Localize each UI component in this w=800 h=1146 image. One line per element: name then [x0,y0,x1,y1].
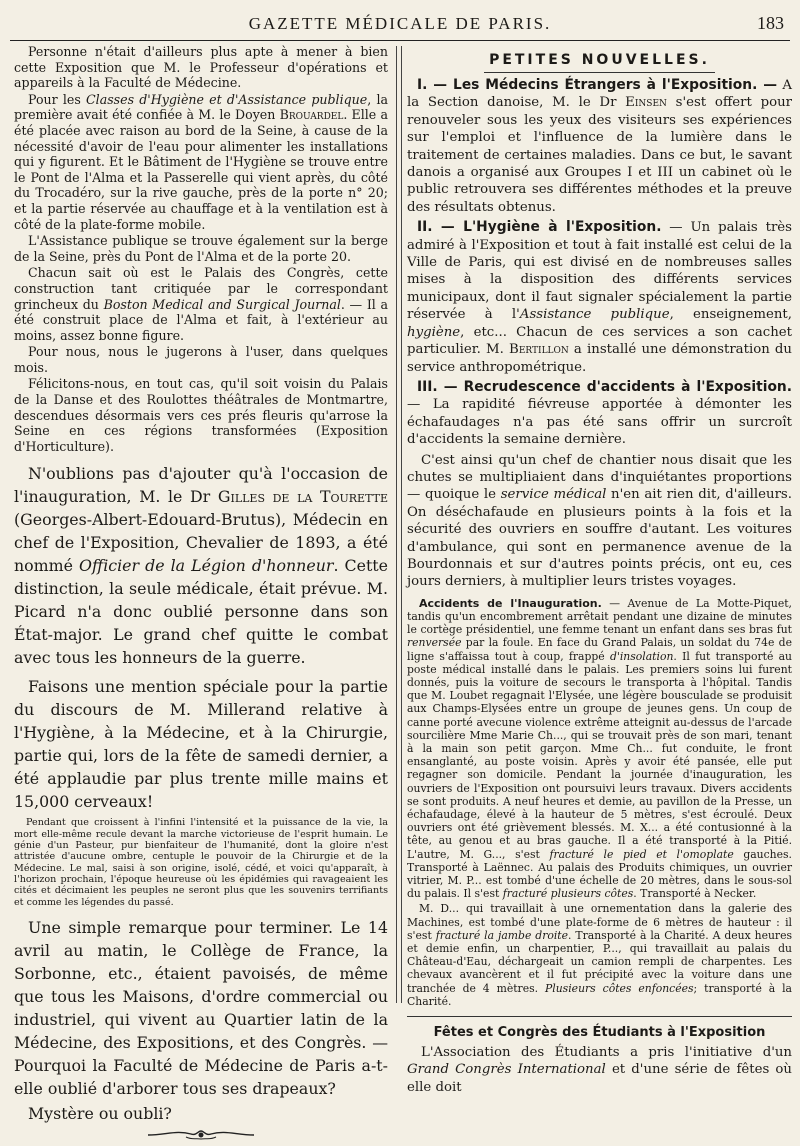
news-item-accidents: III. — Recrudescence d'accidents à l'Exposition. — La rapidité fiévreuse apportée à démonter les échafaudages n'a pas été sans offrir un surcroît d'accidents la semaine dernière. [407,378,792,448]
quote-text: Pendant que croissent à l'infini l'intensité et la puissance de la vie, la mort elle-même recule devant la marche victorieuse de l'esprit humain. Le génie d'un Pasteur, pur bienfaiteur de l'humanité, dont la gloire n'est attristée d'aucune ombre, centuple le pouvoir de la Chirurgie et de la Médecine. Le mal, saisi à son origine, isolé, cédé, et voici qu'apparaît, à l'horizon prochain, l'époque heureuse où les épidémies qui ravageaient les cités et décimaient les peuples ne seront plus que les souvenirs terrifiants et comme les légendes du passé. [14,817,388,908]
fetes-section [407,1044,792,1096]
speech-quote [14,817,388,907]
paragraph: L'Association des Étudiants a pris l'initiative d'un Grand Congrès International et d'une série de fêtes où elle doit [407,1045,792,1095]
paragraph: C'est ainsi qu'un chef de chantier nous disait que les chutes se multipliaient dans d'inquiétantes proportions — quoique le service médical n'en ait rien dit, d'ailleurs. On déséchafaude en plusieurs points à la fois et la sécurité des ouvriers en souffre d'autant. Les voitures d'ambulance, qui sont en permanence avenue de la Bourdonnais et sur d'autres points précis, ont eu, ces jours derniers, à multiplier leurs tristes voyages. [407,452,792,590]
paragraph: Accidents de l'Inauguration. — Avenue de La Motte-Piquet, tandis qu'un encombrement arrêtait pendant une dizaine de minutes le cortège présidentiel, une femme tenant un enfant dans ses bras fut renversée par la foule. En face du Grand Palais, un soldat du 74e de ligne s'affaissa tout à coup, frappé d'insolation. Il fut transporté au poste médical installé dans le palais. Les premiers soins lui furent donnés, puis la voiture de secours le transporta à l'hôpital. Tandis que M. Loubet regagnait l'Elysée, une légère bousculade se produisit aux Champs-Elysées entre un groupe de jeunes gens. Un coup de canne porté avecune violence extrême atteignit au-dessus de l'arcade sourcilière Mme Marie Ch..., qui se trouvait près de son mari, tenant à la main son petit garçon. Mme Ch... fut conduite, le front ensanglanté, au poste voisin. Après y avoir été pansée, elle put regagner son domicile. Pendant la journée d'inauguration, les ouvriers de l'Exposition ont poursuivi leurs travaux. Divers accidents se sont produits. A neuf heures et demie, au pavillon de la Presse, un échafaudage, élevé à la hauteur de 5 mètres, s'est écroulé. Deux ouvriers ont été grièvement blessés. M. X... a été contusionné à la tête, au genou et au bras gauche. Il a été transporté à la Pitié. L'autre, M. G..., s'est fracturé le pied et l'omoplate gauches. Transporté à Laënnec. Au palais des Produits chimiques, un ouvrier vitrier, M. P... est tombé d'une échelle de 20 mètres, dans le sous-sol du palais. Il s'est fracturé plusieurs côtes. Transporté à Necker. [407,596,793,901]
journal-title: GAZETTE MÉDICALE DE PARIS. [248,14,552,33]
paragraph: Une simple remarque pour terminer. Le 14 avril au matin, le Collège de France, la Sorbonne, etc., étaient pavoisés, de même que tous les Maisons, d'ordre commercial ou industriel, qui vivent au Quartier latin de la Médecine, des Expositions, et des Congrès. — Pourquoi la Faculté de Médecine de Paris a-t-elle oublié d'arborer tous ses drapeaux? [14,917,388,1098]
inauguration-accidents [407,597,792,1008]
page-number: 183 [757,13,784,33]
section-rule [484,72,715,73]
paragraph: Pour nous, nous le jugerons à l'user, dans quelques mois. [14,344,388,375]
left-column [14,44,388,1123]
paragraph: Mystère ou oubli? [28,1103,172,1123]
column-divider [396,46,402,1003]
news-item-hygiene: II. — L'Hygiène à l'Exposition. — Un palais très admiré à l'Exposition et tout à fait installé est celui de la Ville de Paris, qui est divisé en de nombreuses salles mises à la disposition des différents services municipaux, dont il faut signaler spécialement la partie réservée à l'Assistance publique, enseignement, hygiène, etc... Chacun de ces services a son cachet particulier. M. Bertillon a installé une démonstration du service anthropométrique. [407,219,792,375]
closing-notes [14,916,388,1125]
paragraph: Félicitons-nous, en tout cas, qu'il soit voisin du Palais de la Danse et des Roulottes théâtrales de Montmartre, descendues désormais vers ces prés fleuris qu'arrose la Seine en ces régions transformées (Exposition d'Horticulture). [14,376,388,454]
paragraph: Faisons une mention spéciale pour la partie du discours de M. Millerand relative à l'Hygiène, à la Médecine, et à la Chirurgie, partie qui, lors de la fête de samedi dernier, a été applaudie par plus trente mille mains et 15,000 cerveaux! [14,677,388,812]
section-title: PETITES NOUVELLES. [489,52,710,68]
fleuron-ornament-icon [14,1127,388,1146]
paragraph: Pour les Classes d'Hygiène et d'Assistance publique, la première avait été confiée à M. le Doyen Brouardel. Elle a été placée avec raison au bord de la Seine, à cause de la nécessité d'avoir de l'eau pour alimenter les installations qui y figurent. Et le Bâtiment de l'Hygiène se trouve entre le Pont de l'Alma et la Passerelle qui vient après, du côté du Trocadéro, sur la rive gauche, près de la porte n° 20; et la partie réservée au chauffage et à la ventilation est à côté de la plate-forme mobile. [14,91,388,232]
exposition-notes [14,44,388,454]
page-header [10,6,790,41]
paragraph: M. D... qui travaillait à une ornementation dans la galerie des Machines, est tombé d'une plate-forme de 6 mètres de hauteur : il s'est fracturé la jambe droite. Transporté à la Charité. A deux heures et demie enfin, un charpentier, P..., qui travaillait au palais du Château-d'Eau, déchargeait un camion rempli de charpentes. Les chevaux avancèrent et il fut précipité avec la voiture dans une tranchée de 4 mètres. Plusieurs côtes enfoncées; transporté à la Charité. [407,902,793,1008]
paragraph: L'Assistance publique se trouve également sur la berge de la Seine, près du Pont de l'Alma et de la porte 20. [14,233,388,264]
paragraph: Chacun sait où est le Palais des Congrès, cette construction tant critiquée par le correspondant grincheux du Boston Medical and Surgical Journal. — Il a été construit place de l'Alma et fait, à l'extérieur au moins, assez bonne figure. [14,265,388,343]
right-column [407,44,793,1095]
paragraph: N'oublions pas d'ajouter qu'à l'occasion de l'inauguration, M. le Dr Gilles de la Tourette (Georges-Albert-Edouard-Brutus), Médecin en chef de l'Exposition, Chevalier de 1893, a été nommé Officier de la Légion d'honneur. Cette distinction, la seule médicale, était prévue. M. Picard n'a donc oublié personne dans son État-major. Le grand chef quitte le combat avec tous les honneurs de la guerre. [14,464,388,668]
paragraph: Personne n'était d'ailleurs plus apte à mener à bien cette Exposition que M. le Professeur d'opérations et appareils à la Faculté de Médecine. [14,44,388,91]
editorial-notes [14,462,388,813]
petites-nouvelles [407,77,792,591]
news-item-foreign-doctors: I. — Les Médecins Étrangers à l'Exposition. — A la Section danoise, M. le Dr Einsen s'est offert pour renouveler sous les yeux des visiteurs ses expériences sur l'emploi et l'influence de la lumière dans le traitement de certaines maladies. Dans ce but, le savant danois a organisé aux Groupes I et III un cabinet où le public retrouvera ses différentes méthodes et la preuve des résultats obtenus. [407,77,793,215]
fetes-heading: Fêtes et Congrès des Étudiants à l'Exposition [407,1016,792,1040]
